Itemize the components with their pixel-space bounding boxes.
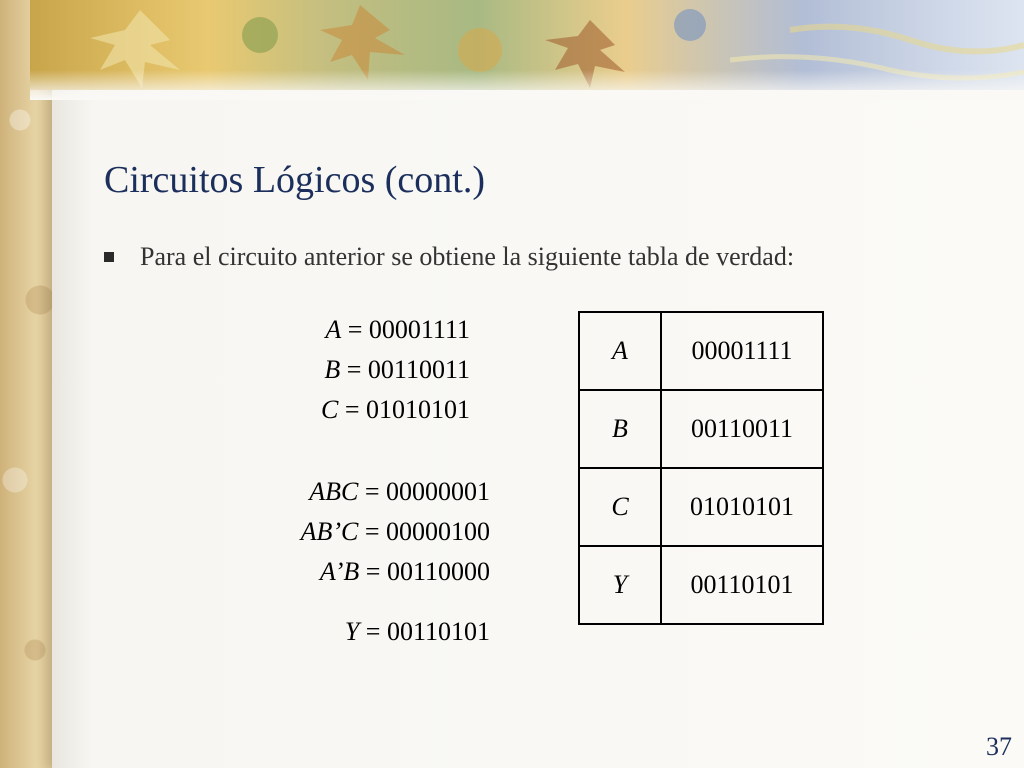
banner-fade	[30, 70, 1024, 100]
table-cell-var: B	[579, 390, 661, 468]
equation-line: ABC = 00000001	[309, 477, 490, 506]
table-cell-bits: 00110011	[661, 390, 823, 468]
equation-line: Y = 00110101	[344, 617, 490, 646]
square-bullet-icon	[104, 252, 114, 262]
table-cell-bits: 01010101	[661, 468, 823, 546]
table-row	[579, 312, 823, 390]
table-cell-bits: 00110101	[661, 546, 823, 624]
equation-line: A = 00001111	[325, 315, 470, 344]
bullet-text: Para el circuito anterior se obtiene la siguiente tabla de verdad:	[140, 242, 795, 271]
equation-line: AB’C = 00000100	[300, 517, 490, 546]
input-equations	[200, 310, 470, 430]
truth-table	[578, 311, 824, 625]
page-number: 37	[986, 732, 1012, 761]
equation-line: A’B = 00110000	[319, 557, 490, 586]
background-parchment-strip	[0, 0, 60, 768]
bullet-item	[104, 242, 794, 272]
table-row	[579, 468, 823, 546]
equation-line: B = 00110011	[324, 355, 470, 384]
table-row	[579, 546, 823, 624]
term-equations	[200, 472, 490, 592]
table-row	[579, 390, 823, 468]
output-equation	[200, 612, 490, 652]
table-cell-var: A	[579, 312, 661, 390]
equation-line: C = 01010101	[320, 395, 470, 424]
table-cell-var: C	[579, 468, 661, 546]
table-cell-bits: 00001111	[661, 312, 823, 390]
table-cell-var: Y	[579, 546, 661, 624]
slide-title: Circuitos Lógicos (cont.)	[104, 159, 485, 201]
